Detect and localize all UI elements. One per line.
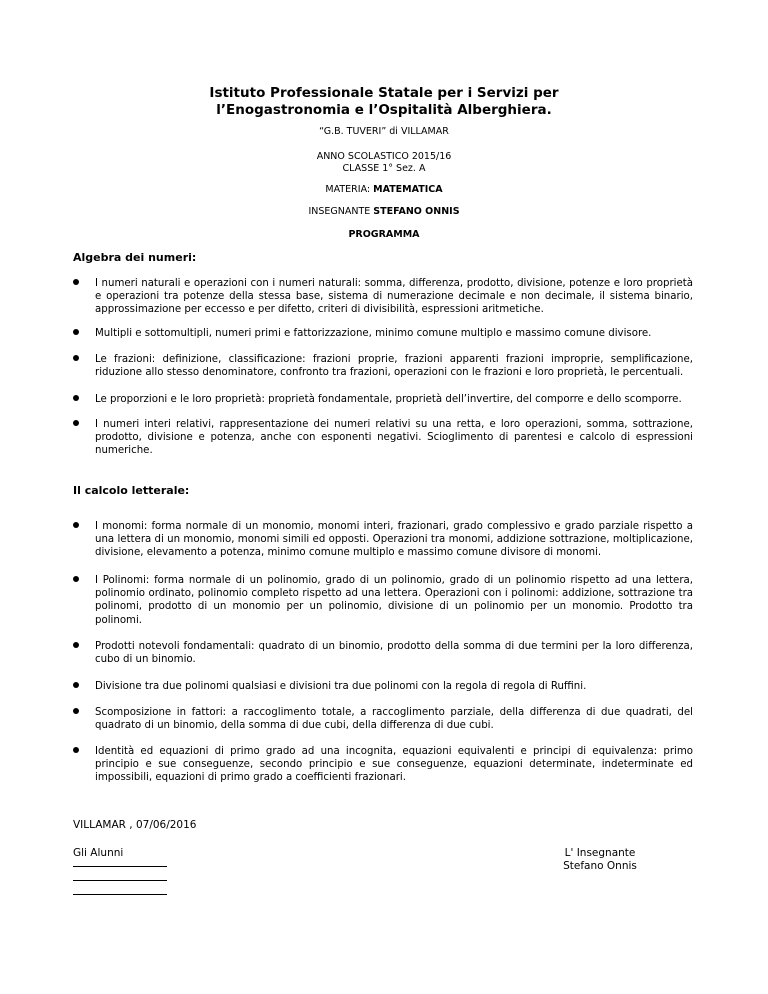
teacher-value: STEFANO ONNIS [373,206,460,217]
subject-line [0,184,768,196]
class-label: CLASSE 1° Sez. A [342,163,426,174]
programma-heading: PROGRAMMA [348,229,420,240]
bullet-icon [73,329,79,335]
institute-title-line1: Istituto Professionale Statale per i Servizi per [209,85,559,101]
teacher-line [0,206,768,218]
list-item: Le frazioni: definizione, classificazione: frazioni proprie, frazioni apparenti frazioni improprie, semplificazione, riduzione allo stesso denominatore, confronto tra frazioni, operazioni con le frazioni e loro proprietà, le percentuali. [73,353,693,379]
bullet-icon [73,279,79,285]
list-item: Identità ed equazioni di primo grado ad una incognita, equazioni equivalenti e principi di equivalenza: primo principio e sue conseguenze, secondo principio e sue conseguenze, equazioni determinate, indeterminate ed impossibili, equazioni di primo grado a coefficienti frazionari. [73,745,693,785]
place-date: VILLAMAR , 07/06/2016 [73,819,197,831]
list-item: I numeri interi relativi, rappresentazione dei numeri relativi su una retta, e loro operazioni, somma, sottrazione, prodotto, divisione e potenza, anche con esponenti negativi. Scioglimento di parentesi e calcolo di espressioni numeriche. [73,418,693,458]
signature-line [73,880,167,881]
list-item: Divisione tra due polinomi qualsiasi e divisioni tra due polinomi con la regola di regola di Ruffini. [73,680,693,693]
subject-label: MATERIA: [325,184,374,195]
section-title-calcolo: Il calcolo letterale: [73,484,190,497]
school-name: “G.B. TUVERI” di VILLAMAR [319,126,449,137]
subject-value: MATEMATICA [373,184,443,195]
list-item: Prodotti notevoli fondamentali: quadrato di un binomio, prodotto della somma di due termini per la loro differenza, cubo di un binomio. [73,640,693,666]
teacher-signature-name: Stefano Onnis [563,860,637,872]
teacher-role: L' Insegnante [564,847,636,859]
section-title-algebra: Algebra dei numeri: [73,251,197,264]
students-label: Gli Alunni [73,847,124,859]
bullet-icon [73,642,79,648]
bullet-icon [73,747,79,753]
signature-line [73,866,167,867]
bullet-icon [73,708,79,714]
bullet-icon [73,522,79,528]
bullet-icon [73,395,79,401]
bullet-icon [73,576,79,582]
school-year: ANNO SCOLASTICO 2015/16 [316,151,452,162]
bullet-icon [73,355,79,361]
signature-line [73,894,167,895]
institute-title-line2: l’Enogastronomia e l’Ospitalità Alberghiera. [216,102,552,118]
list-item: I monomi: forma normale di un monomio, monomi interi, frazionari, grado complessivo e grado parziale rispetto a una lettera di un monomio, monomi simili ed opposti. Operazioni tra monomi, addizione sottrazione, moltiplicazione, divisione, elevamento a potenza, minimo comune multiplo e massimo comune divisore di monomi. [73,520,693,560]
bullet-icon [73,420,79,426]
list-item: Scomposizione in fattori: a raccoglimento totale, a raccoglimento parziale, della differenza di due quadrati, del quadrato di un binomio, della somma di due cubi, della differenza di due cubi. [73,706,693,732]
bullet-icon [73,682,79,688]
list-item: Multipli e sottomultipli, numeri primi e fattorizzazione, minimo comune multiplo e massimo comune divisore. [73,327,693,340]
list-item: I Polinomi: forma normale di un polinomio, grado di un polinomio, grado di un polinomio rispetto ad una lettera, polinomio ordinato, polinomio completo rispetto ad una lettera. Operazioni con i polinomi: addizione, sottrazione tra polinomi, prodotto di un monomio per un polinomio, divisione di un polinomio per un monomio. Prodotto tra polinomi. [73,574,693,627]
list-item: Le proporzioni e le loro proprietà: proprietà fondamentale, proprietà dell’invertire, del comporre e dello scomporre. [73,393,693,406]
list-item: I numeri naturali e operazioni con i numeri naturali: somma, differenza, prodotto, divisione, potenze e loro proprietà e operazioni tra potenze della stessa base, sistema di numerazione decimale e non decimale, il sistema binario, approssimazione per eccesso e per difetto, criteri di divisibilità, espressioni aritmetiche. [73,277,693,317]
teacher-label: INSEGNANTE [308,206,374,217]
